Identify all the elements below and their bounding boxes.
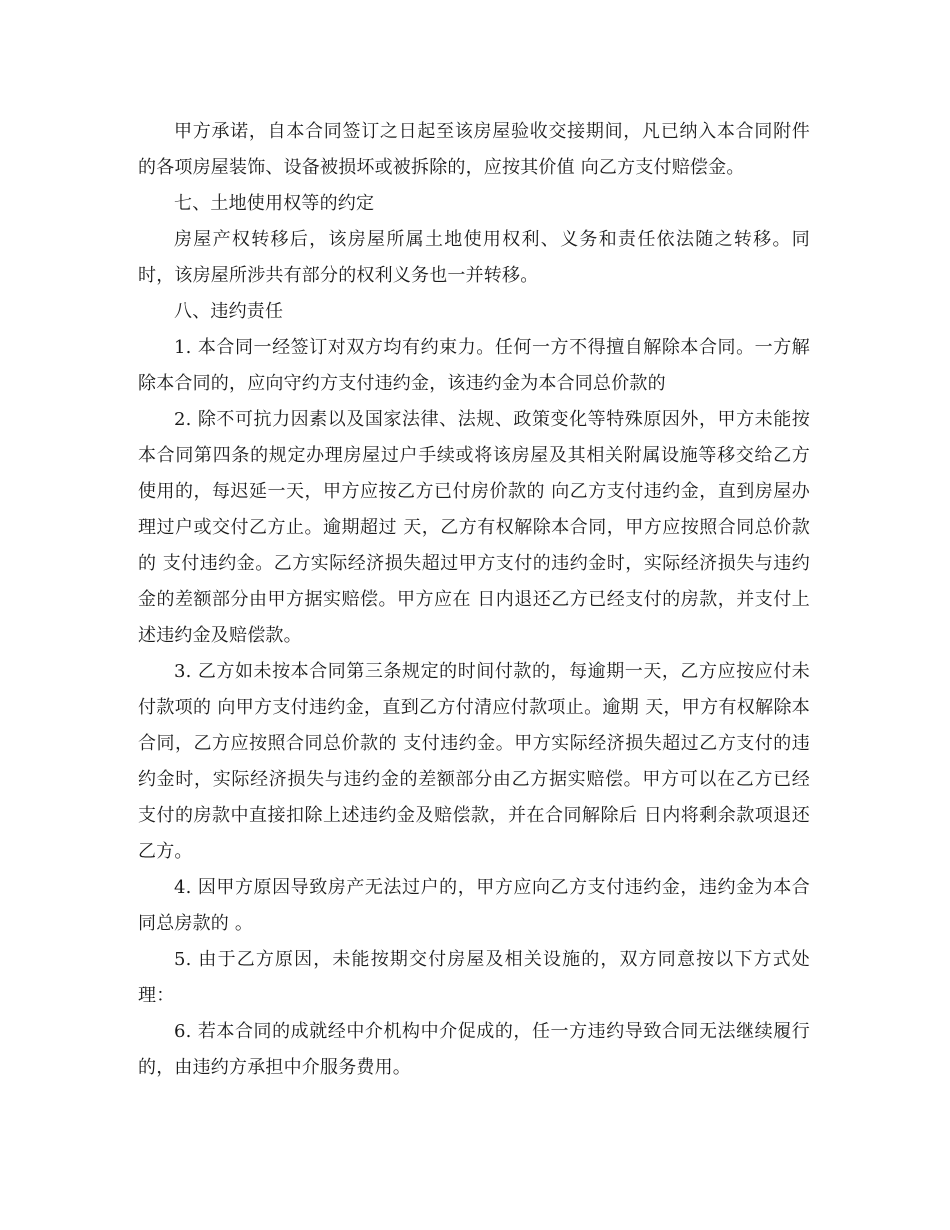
document-body [138,114,810,1086]
paragraph-party-a-promise: 甲方承诺，自本合同签订之日起至该房屋验收交接期间，凡已纳入本合同附件的各项房屋装饰、设备被损坏或被拆除的，应按其价值 向乙方支付赔偿金。 [138,121,810,178]
clause-1-binding-force: 1. 本合同一经签订对双方均有约束力。任何一方不得擅自解除本合同。一方解除本合同的，应向守约方支付违约金，该违约金为本合同总价款的 [138,337,810,394]
section-heading-breach-liability: 八、违约责任 [174,301,284,322]
clause-4-transfer-failure: 4. 因甲方原因导致房产无法过户的，甲方应向乙方支付违约金，违约金为本合同总房款的 。 [138,877,810,934]
clause-2-party-a-delay: 2. 除不可抗力因素以及国家法律、法规、政策变化等特殊原因外，甲方未能按本合同第四条的规定办理房屋过户手续或将该房屋及其相关附属设施等移交给乙方使用的，每迟延一天，甲方应按乙方已付房价款的 向乙方支付违约金，直到房屋办理过户或交付乙方止。逾期超过 天，乙方有权解除本合同，甲方应按照合同总价款的 支付违约金。乙方实际经济损失超过甲方支付的违约金时，实际经济损失与违约金的差额部分由甲方据实赔偿。甲方应在 日内退还乙方已经支付的房款，并支付上述违约金及赔偿款。 [138,409,810,646]
clause-5-party-b-delivery: 5. 由于乙方原因，未能按期交付房屋及相关设施的，双方同意按以下方式处理： [138,949,810,1006]
clause-3-party-b-late-payment: 3. 乙方如未按本合同第三条规定的时间付款的，每逾期一天，乙方应按应付未付款项的 向甲方支付违约金，直到乙方付清应付款项止。逾期 天，甲方有权解除本合同，乙方应按照合同总价款的 支付违约金。甲方实际经济损失超过乙方支付的违约金时，实际经济损失与违约金的差额部分由乙方据实赔偿。甲方可以在乙方已经支付的房款中直接扣除上述违约金及赔偿款，并在合同解除后 日内将剩余款项退还乙方。 [138,661,810,862]
paragraph-land-use-transfer: 房屋产权转移后，该房屋所属土地使用权利、义务和责任依法随之转移。同时，该房屋所涉共有部分的权利义务也一并转移。 [138,229,810,286]
section-heading-land-use-rights: 七、土地使用权等的约定 [174,193,375,214]
clause-6-agency-fee: 6. 若本合同的成就经中介机构中介促成的，任一方违约导致合同无法继续履行的，由违约方承担中介服务费用。 [138,1021,810,1078]
